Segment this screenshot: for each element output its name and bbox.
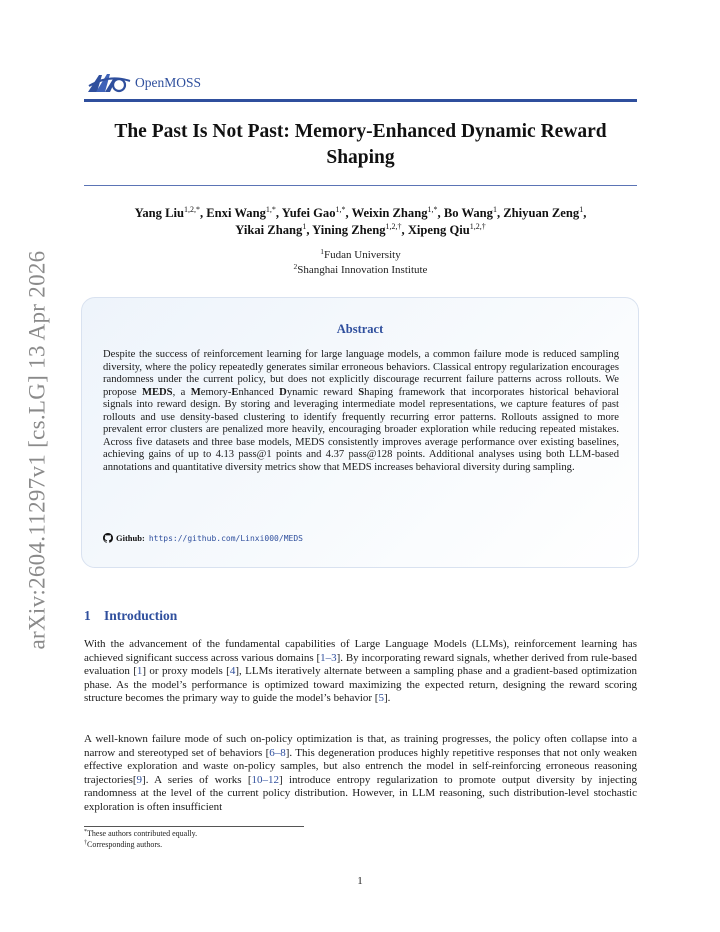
paper-title: The Past Is Not Past: Memory-Enhanced Dynamic Reward Shaping [114,121,607,168]
acronym-rest: emory- [200,386,232,398]
author [503,206,583,220]
author-name: Zhiyuan Zeng [503,206,580,220]
abstract-text-part: framework that incorporates historical behavioral signals into reward design. By storing and leveraging intermediate model representations, we capture features of past rollouts and use density-based clustering to identify frequently recurring error patterns. Rollouts assigned to more prevalent error clusters are penalized more heavily, encouraging broader exploration while reducing repeated mistakes. Across five datasets and three base models, MEDS consistently improves average performance over existing baselines, achieving gains of up to 4.13 pass@1 points and 4.37 pass@128 points. Additional analyses using both LLM-based annotations and quantitative diversity metrics show that MEDS increases behavioral diversity during sampling. [103,386,619,473]
acronym-letter: D [279,386,287,398]
github-icon [103,533,113,543]
abstract-heading: Abstract [336,322,384,336]
paragraph-text: ]. A series of works [ [142,773,252,786]
author [352,206,438,220]
author-name: Yikai Zhang [235,223,303,237]
openmoss-logo [86,71,201,95]
section-number: 1 [84,608,91,623]
paragraph-text: ]. This degeneration produces highly repetitive responses that not only weaken effective exploration and waste on-policy samples, but also entrench the model in self-reinforcing erroneous reasoning trajectories[ [84,746,637,786]
author-affiliation-marks: 1,* [335,205,346,214]
arxiv-identifier-stamp [22,250,52,650]
abstract-text-part: , a [172,386,191,398]
arxiv-stamp-text: arXiv:2604.11297v1 [cs.LG] 13 Apr 2026 [24,250,50,650]
author-affiliation-marks: 1,2,† [385,222,402,231]
author-affiliation-marks: 1 [492,205,497,214]
paragraph-text: A well-known failure mode of such on-policy optimization is that, as training progresses, the policy often collapse into a narrow and stereotyped set of behaviors [ [84,733,637,759]
author [282,206,346,220]
footnote-mark: * [84,829,87,835]
paragraph-text: ]. By incorporating reward signals, whether derived from rule-based evaluation [ [84,651,637,678]
intro-paragraph-1 [84,638,637,706]
openmoss-logo-mark-icon [86,71,132,95]
affiliation-shanghai [84,263,637,277]
acronym-rest: nhanced [238,386,280,398]
author-name: Weixin Zhang [351,206,428,220]
author [235,223,306,237]
acronym-letter: E [231,386,239,398]
footnote-text: These authors contributed equally. [87,829,198,838]
paragraph-text: ] introduce entropy regularization to promote output diversity by injecting randomness at the level of the current policy distribution. However, in LLM reasoning, such distribution-level stochastic exploration is often insufficient [84,773,637,813]
author-name: Bo Wang [443,206,493,220]
citation-link[interactable]: 5 [378,692,384,705]
header-top-rule [84,99,637,102]
abstract-text-part: Despite the success of reinforcement learning for large language models, a common failure mode is reduced sampling diversity, where the policy repeatedly generates similar erroneous behaviors. Classical entropy regularization encourages randomness under the current policy, but does not explicitly discourage recurrent failure patterns across rollouts. We propose [103,349,619,398]
author-name: Yufei Gao [281,206,336,220]
author-affiliation-marks: 1 [302,222,307,231]
author-affiliation-marks: 1,2,† [469,222,486,231]
section-heading-introduction [84,608,177,624]
footnote-equal-contribution [84,829,197,839]
author-affiliation-marks: 1,* [265,205,276,214]
acronym-letter: S [358,386,365,398]
footnote-corresponding [84,840,162,850]
acronym-rest: ynamic reward [286,386,359,398]
github-label: Github: [116,533,145,543]
author-affiliation-marks: 1 [579,205,584,214]
author-name: Xipeng Qiu [407,223,470,237]
author [444,206,497,220]
paragraph-text: ]. [383,692,391,705]
paragraph-text: With the advancement of the fundamental capabilities of Large Language Models (LLMs), reinforcement learning has achieved significant success across various domains [ [84,638,637,664]
intro-paragraph-2 [84,733,637,814]
page-number: 1 [357,875,363,887]
affiliation-mark: 2 [293,262,298,271]
affiliation-name: Shanghai Innovation Institute [297,264,428,276]
abstract-text [103,349,619,474]
header-bottom-rule [84,185,637,186]
author-name: Enxi Wang [206,206,266,220]
paragraph-text: ] or proxy models [ [142,665,230,678]
citation-link[interactable]: 9 [136,773,143,786]
acronym-letter: M [190,386,201,398]
author-list: Yang Liu$^{1,2,*}$, Enxi Wang$^{1,*}$, Yufei Gao$^{1,*}$, Weixin Zhang$^{1,*}$, Bo Wang$^1$, Zhiyuan Zeng$^1$, Yikai Zhang$^1$, Yining Zheng$^{1,2,\dagger}$, Xipeng Qiu$^{1,2,\dagger}$ [134,205,587,237]
footnote-mark: † [84,840,87,846]
acronym-rest: haping [364,386,394,398]
citation-link[interactable]: 10–12 [251,773,279,786]
citation-link[interactable]: 6–8 [269,746,286,759]
citation-link[interactable]: 1 [136,665,143,678]
affiliation-name: Fudan University [324,249,401,261]
citation-link[interactable]: 1–3 [320,651,337,664]
author [408,223,486,237]
author [312,223,401,237]
affiliation-fudan [84,248,637,262]
abstract-box [81,297,639,568]
logo-text: OpenMOSS [135,75,202,90]
author-name: Yining Zheng [312,223,386,237]
footnote-text: Corresponding authors. [87,840,163,849]
author-affiliation-marks: 1,2,* [183,205,200,214]
citation-link[interactable]: 4 [229,665,236,678]
affiliation-mark: 1 [320,247,325,256]
method-name: MEDS [141,386,173,398]
github-url-link[interactable]: https://github.com/Linxi000/MEDS [148,533,303,543]
github-link-row [103,533,303,543]
section-title: Introduction [104,608,178,623]
author [135,206,200,220]
paragraph-text: ], LLMs iteratively alternate between a sampling phase and a gradient-based optimization phase. As the model’s performance is optimized toward maximizing the expected return, designing the reward scoring structure becomes the primary way to guide the model’s behavior [ [84,665,637,705]
author-affiliation-marks: 1,* [427,205,438,214]
author-name: Yang Liu [134,206,184,220]
footnote-rule [84,826,304,827]
author [206,206,276,220]
